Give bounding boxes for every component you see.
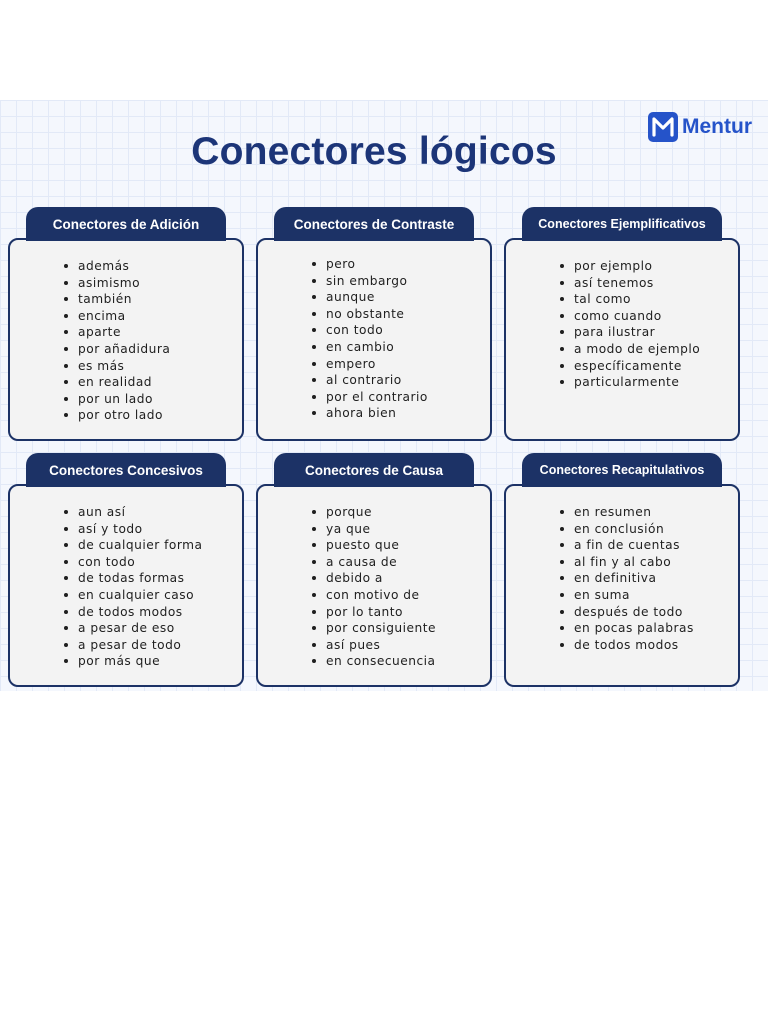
list-item: tal como xyxy=(560,291,700,308)
page-title: Conectores lógicos xyxy=(191,130,557,173)
card-heading: Conectores Concesivos xyxy=(26,453,226,487)
list-item: de todas formas xyxy=(64,570,203,587)
list-item: por un lado xyxy=(64,391,170,408)
list-item: es más xyxy=(64,358,170,375)
list-item: al contrario xyxy=(312,372,428,389)
list-item: aparte xyxy=(64,324,170,341)
list-item: por ejemplo xyxy=(560,258,700,275)
list-item: puesto que xyxy=(312,537,436,554)
connector-list xyxy=(64,258,170,424)
list-item: en pocas palabras xyxy=(560,620,694,637)
list-item: en suma xyxy=(560,587,694,604)
card-body xyxy=(504,484,740,687)
list-item: con motivo de xyxy=(312,587,436,604)
list-item: no obstante xyxy=(312,306,428,323)
card-heading: Conectores Recapitulativos xyxy=(522,453,722,487)
card-heading: Conectores Ejemplificativos xyxy=(522,207,722,241)
card-heading: Conectores de Causa xyxy=(274,453,474,487)
card-body xyxy=(256,238,492,441)
infographic xyxy=(0,100,768,691)
list-item: por lo tanto xyxy=(312,604,436,621)
list-item: por otro lado xyxy=(64,407,170,424)
brand-name: Mentur xyxy=(682,115,752,138)
list-item: sin embargo xyxy=(312,273,428,290)
list-item: pero xyxy=(312,256,428,273)
list-item: con todo xyxy=(64,554,203,571)
card-recapitulativos xyxy=(504,453,740,656)
list-item: en realidad xyxy=(64,374,170,391)
card-body xyxy=(256,484,492,687)
list-item: a fin de cuentas xyxy=(560,537,694,554)
card-body xyxy=(8,484,244,687)
list-item: después de todo xyxy=(560,604,694,621)
list-item: al fin y al cabo xyxy=(560,554,694,571)
list-item: así tenemos xyxy=(560,275,700,292)
connector-list xyxy=(64,504,203,670)
list-item: de todos modos xyxy=(64,604,203,621)
list-item: en consecuencia xyxy=(312,653,436,670)
list-item: de todos modos xyxy=(560,637,694,654)
list-item: particularmente xyxy=(560,374,700,391)
list-item: a pesar de eso xyxy=(64,620,203,637)
card-contraste xyxy=(256,207,492,421)
list-item: porque xyxy=(312,504,436,521)
list-item: asimismo xyxy=(64,275,170,292)
list-item: en conclusión xyxy=(560,521,694,538)
list-item: así y todo xyxy=(64,521,203,538)
list-item: también xyxy=(64,291,170,308)
list-item: de cualquier forma xyxy=(64,537,203,554)
list-item: específicamente xyxy=(560,358,700,375)
card-ejemplificativos xyxy=(504,207,740,410)
list-item: como cuando xyxy=(560,308,700,325)
list-item: en resumen xyxy=(560,504,694,521)
list-item: ya que xyxy=(312,521,436,538)
list-item: por consiguiente xyxy=(312,620,436,637)
list-item: en cualquier caso xyxy=(64,587,203,604)
list-item: empero xyxy=(312,356,428,373)
list-item: a modo de ejemplo xyxy=(560,341,700,358)
list-item: por añadidura xyxy=(64,341,170,358)
card-causa xyxy=(256,453,492,669)
list-item: encima xyxy=(64,308,170,325)
list-item: por más que xyxy=(64,653,203,670)
list-item: en cambio xyxy=(312,339,428,356)
card-body xyxy=(504,238,740,441)
list-item: a causa de xyxy=(312,554,436,571)
list-item: por el contrario xyxy=(312,389,428,406)
connector-list xyxy=(560,258,700,391)
list-item: ahora bien xyxy=(312,405,428,422)
card-heading: Conectores de Adición xyxy=(26,207,226,241)
list-item: a pesar de todo xyxy=(64,637,203,654)
list-item: para ilustrar xyxy=(560,324,700,341)
card-heading: Conectores de Contraste xyxy=(274,207,474,241)
list-item: aun así xyxy=(64,504,203,521)
connector-list xyxy=(312,504,436,670)
connector-list xyxy=(312,256,428,422)
list-item: con todo xyxy=(312,322,428,339)
list-item: aunque xyxy=(312,289,428,306)
list-item: debido a xyxy=(312,570,436,587)
card-body xyxy=(8,238,244,441)
card-adicion xyxy=(8,207,244,423)
list-item: en definitiva xyxy=(560,570,694,587)
list-item: así pues xyxy=(312,637,436,654)
list-item: además xyxy=(64,258,170,275)
card-concesivos xyxy=(8,453,244,669)
connector-list xyxy=(560,504,694,653)
